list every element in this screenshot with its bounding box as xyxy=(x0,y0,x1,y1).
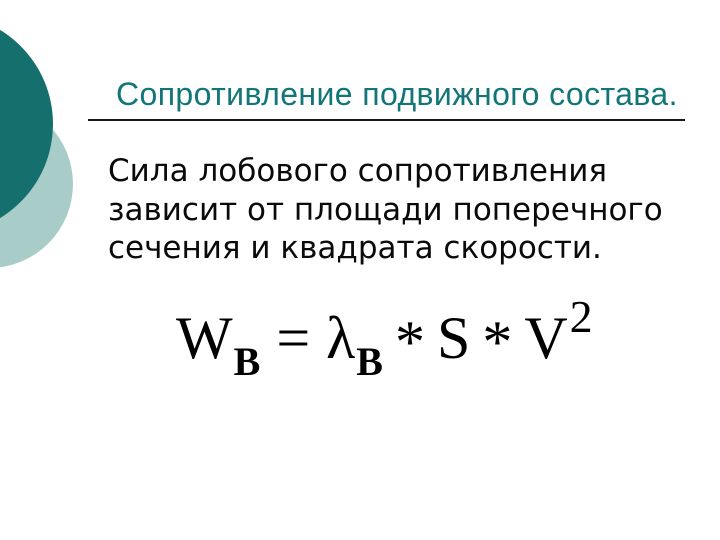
body-line-2: зависит от площади поперечного xyxy=(108,191,663,228)
body-line-3: сечения и квадрата скорости. xyxy=(108,230,602,266)
title-underline xyxy=(88,119,685,121)
formula-w-term: W xyxy=(176,305,233,371)
slide-title: Сопротивление подвижного состава. xyxy=(116,76,678,112)
formula-s-term: S xyxy=(436,305,471,371)
formula-w-subscript: В xyxy=(233,339,261,384)
body-line-1: Сила лобового сопротивления xyxy=(108,153,608,189)
formula-equals-sign: = xyxy=(276,305,311,371)
formula-v-term: V xyxy=(524,305,568,371)
formula-multiply-sign-2: * xyxy=(482,309,513,375)
formula-v-exponent: 2 xyxy=(569,291,593,342)
body-text-block xyxy=(108,152,663,268)
formula xyxy=(176,291,593,384)
formula-multiply-sign-1: * xyxy=(394,309,425,375)
formula-lambda-term: λ xyxy=(326,305,356,371)
formula-lambda-subscript: В xyxy=(356,339,383,384)
